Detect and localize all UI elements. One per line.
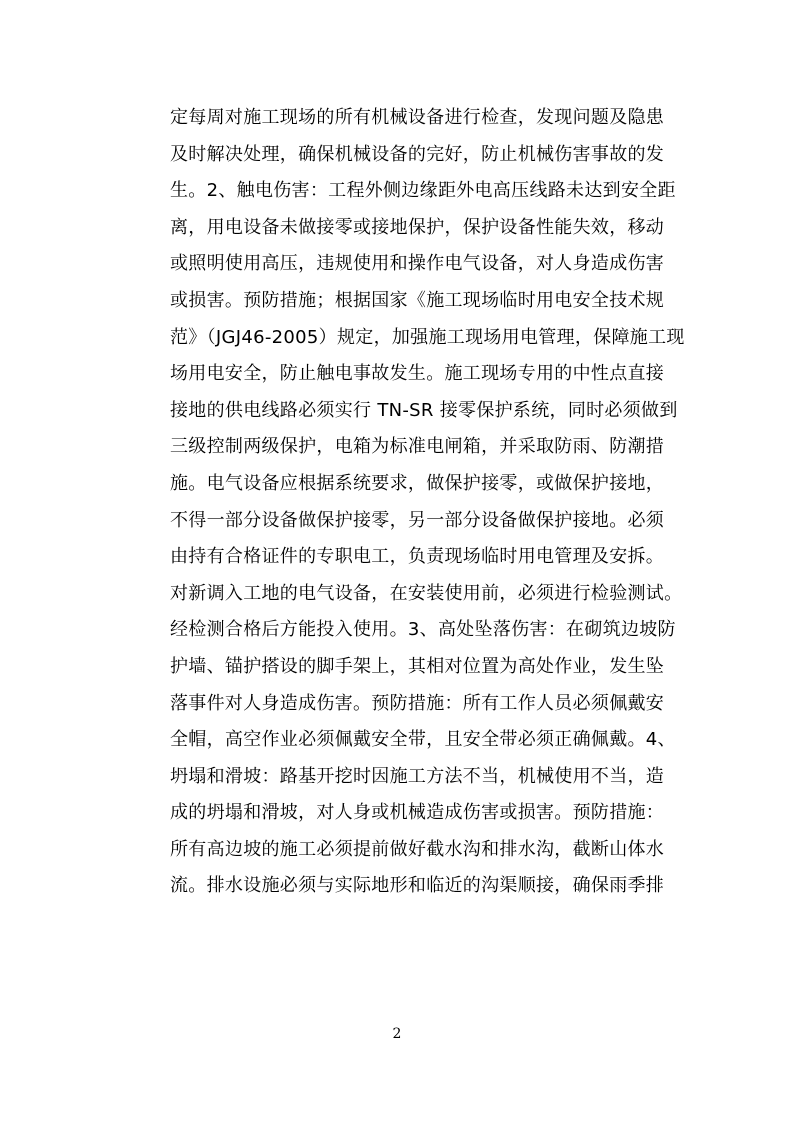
text-line: 接地的供电线路必须实行 TN-SR 接零保护系统，同时必须做到 xyxy=(170,399,678,421)
text-line: 经检测合格后方能投入使用。3、高处坠落伤害：在砌筑边坡防 xyxy=(170,619,676,641)
body-text xyxy=(170,100,690,905)
text-line: 或照明使用高压，违规使用和操作电气设备，对人身造成伤害 xyxy=(170,253,665,275)
text-line: 生。2、触电伤害：工程外侧边缘距外电高压线路未达到安全距 xyxy=(170,180,676,202)
text-line: 定每周对施工现场的所有机械设备进行检查，发现问题及隐患 xyxy=(170,107,665,128)
text-line: 流。排水设施必须与实际地形和临近的沟渠顺接，确保雨季排 xyxy=(170,875,665,897)
text-line: 施。电气设备应根据系统要求，做保护接零，或做保护接地， xyxy=(170,472,665,494)
text-line: 落事件对人身造成伤害。预防措施：所有工作人员必须佩戴安 xyxy=(170,692,665,714)
text-line: 对新调入工地的电气设备，在安装使用前，必须进行检验测试。 xyxy=(170,582,683,604)
text-line: 坍塌和滑坡：路基开挖时因施工方法不当，机械使用不当，造 xyxy=(170,765,665,787)
text-line: 不得一部分设备做保护接零，另一部分设备做保护接地。必须 xyxy=(170,509,665,531)
text-line: 或损害。预防措施；根据国家《施工现场临时用电安全技术规 xyxy=(170,289,665,311)
text-line: 由持有合格证件的专职电工，负责现场临时用电管理及安拆。 xyxy=(170,546,665,568)
text-line: 护墙、锚护搭设的脚手架上，其相对位置为高处作业，发生坠 xyxy=(170,655,665,677)
text-line: 成的坍塌和滑坡，对人身或机械造成伤害或损害。预防措施： xyxy=(170,802,665,824)
text-line: 场用电安全，防止触电事故发生。施工现场专用的中性点直接 xyxy=(170,363,665,385)
text-line: 全帽，高空作业必须佩戴安全带，且安全带必须正确佩戴。4、 xyxy=(170,729,676,751)
text-line: 三级控制两级保护，电箱为标准电闸箱，并采取防雨、防潮措 xyxy=(170,436,665,458)
text-line: 及时解决处理，确保机械设备的完好，防止机械伤害事故的发 xyxy=(170,143,665,165)
text-line: 所有高边坡的施工必须提前做好截水沟和排水沟，截断山体水 xyxy=(170,838,665,860)
text-line: 范》（JGJ46-2005）规定，加强施工现场用电管理，保障施工现 xyxy=(170,326,685,348)
page-number: 2 xyxy=(392,1026,402,1042)
text-line: 离，用电设备未做接零或接地保护，保护设备性能失效，移动 xyxy=(170,216,665,238)
